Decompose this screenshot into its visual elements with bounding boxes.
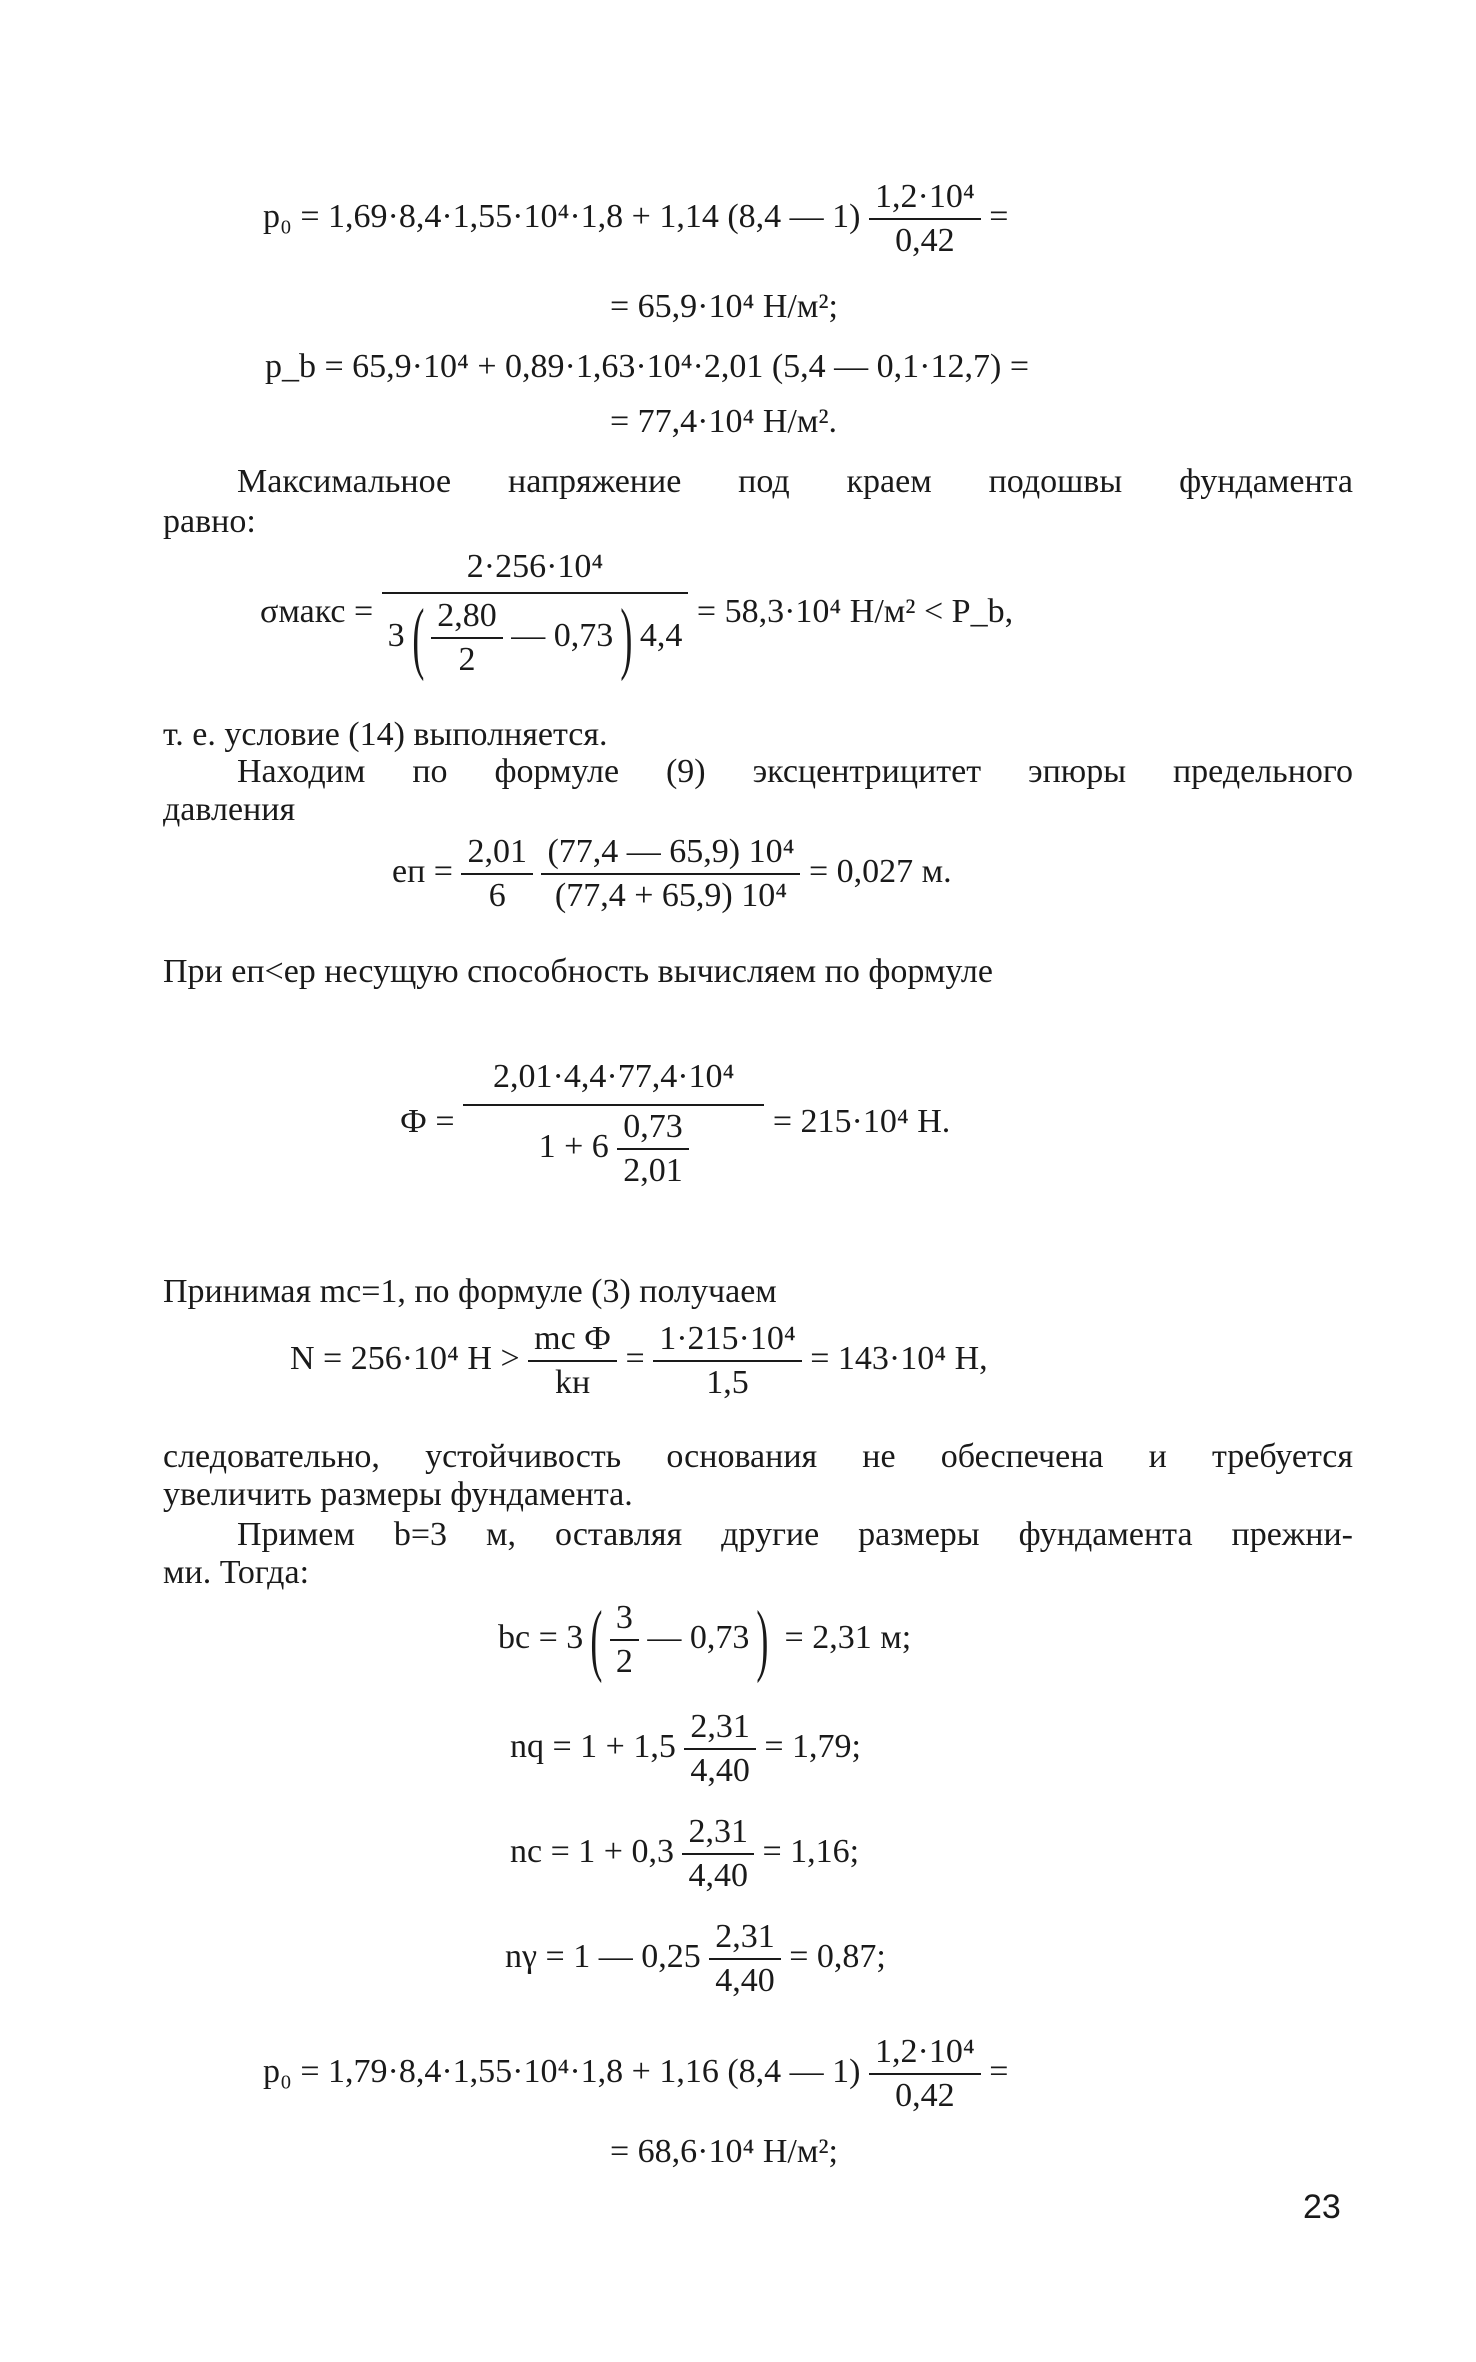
- sigma-label: σмакс =: [260, 592, 374, 630]
- fraction: [684, 1710, 756, 1788]
- fraction-denominator: 6: [488, 877, 506, 914]
- equation-nc: [510, 1815, 859, 1893]
- paragraph-line: Находим по формуле (9) эксцентрицитет эпюры предельного: [237, 753, 1353, 790]
- fraction-denominator: kн: [554, 1364, 591, 1401]
- paragraph-line: равно:: [163, 503, 256, 540]
- fraction-numerator: 0,73: [617, 1110, 689, 1150]
- fraction-numerator: 1,2·10⁴: [869, 180, 981, 220]
- right-parenthesis: ): [620, 594, 633, 682]
- paragraph-line: увеличить размеры фундамента.: [163, 1476, 633, 1513]
- bc-term: — 0,73: [647, 1618, 750, 1656]
- fraction-numerator: 1,2·10⁴: [869, 2035, 981, 2075]
- nq-result: = 1,79;: [764, 1727, 861, 1765]
- equation-bc: [498, 1596, 912, 1684]
- fraction-denominator: 2,01: [623, 1152, 683, 1189]
- equation-phi: [400, 1060, 950, 1188]
- fraction-numerator: 2,01·4,4·77,4·10⁴: [463, 1060, 764, 1106]
- fraction: [528, 1322, 617, 1400]
- nc-label: nс = 1 + 0,3: [510, 1832, 674, 1870]
- fraction-numerator: 2·256·10⁴: [382, 550, 689, 594]
- sigma-denominator-tail: 4,4: [639, 616, 683, 654]
- paragraph-line: следовательно, устойчивость основания не обеспечена и требуется: [163, 1438, 1353, 1475]
- bc-result: = 2,31 м;: [784, 1618, 912, 1656]
- paragraph-line: ми. Тогда:: [163, 1554, 310, 1591]
- equation-nq: [510, 1710, 861, 1788]
- fraction-numerator: (77,4 — 65,9) 10⁴: [541, 835, 800, 875]
- fraction: [382, 548, 689, 682]
- equation-p0-first-result: = 65,9·10⁴ Н/м²;: [610, 288, 839, 325]
- fraction: [610, 1601, 639, 1679]
- ngamma-result: = 0,87;: [789, 1937, 886, 1975]
- fraction-denominator: 4,40: [690, 1752, 750, 1789]
- sigma-denominator-term: — 0,73: [511, 616, 614, 654]
- left-parenthesis: (: [411, 594, 424, 682]
- left-parenthesis: (: [590, 1596, 603, 1684]
- fraction-numerator: 1·215·10⁴: [653, 1322, 802, 1362]
- equation-ngamma: [505, 1920, 886, 1998]
- equation-pb-result: = 77,4·10⁴ Н/м².: [610, 403, 838, 440]
- equation-n: [290, 1322, 988, 1400]
- paragraph-line: т. е. условие (14) выполняется.: [163, 716, 608, 753]
- fraction: [431, 599, 503, 677]
- fraction: [463, 1060, 764, 1188]
- fraction-denominator: 1,5: [706, 1364, 749, 1401]
- fraction-denominator: 4,40: [715, 1962, 775, 1999]
- equation-p0-second-result: = 68,6·10⁴ Н/м²;: [610, 2133, 839, 2170]
- ep-label: eп =: [392, 852, 453, 890]
- equation-eccentricity: [392, 835, 952, 913]
- fraction-denominator: 2: [615, 1643, 633, 1680]
- fraction: [653, 1322, 802, 1400]
- paragraph-line: Примем b=3 м, оставляя другие размеры фундамента прежни-: [237, 1516, 1353, 1553]
- bc-label: bс = 3: [498, 1618, 584, 1656]
- sigma-result: = 58,3·10⁴ Н/м² < P_b,: [696, 592, 1014, 630]
- fraction-denominator: 0,42: [895, 222, 955, 259]
- equation-p0-second: [263, 2035, 1008, 2113]
- fraction-numerator: mс Ф: [528, 1322, 617, 1362]
- fraction-denominator: 2: [458, 641, 476, 678]
- fraction-numerator: 2,01: [461, 835, 533, 875]
- ep-result: = 0,027 м.: [808, 852, 952, 890]
- fraction-denominator: [382, 594, 689, 682]
- fraction-numerator: 2,31: [684, 1710, 756, 1750]
- fraction: [869, 180, 981, 258]
- paragraph-line: давления: [163, 791, 296, 828]
- fraction-numerator: 2,80: [431, 599, 503, 639]
- paragraph-line: Максимальное напряжение под краем подошвы фундамента: [237, 463, 1353, 500]
- phi-result: = 215·10⁴ Н.: [772, 1102, 951, 1140]
- fraction-denominator: 0,42: [895, 2077, 955, 2114]
- equation-sigma-max: [260, 548, 1014, 682]
- fraction-numerator: 3: [610, 1601, 639, 1641]
- ngamma-label: nγ = 1 — 0,25: [505, 1937, 701, 1975]
- fraction: [617, 1110, 689, 1188]
- fraction-denominator: (77,4 + 65,9) 10⁴: [554, 877, 788, 914]
- equals-sign: =: [989, 197, 1009, 235]
- equation-pb: p_b = 65,9·10⁴ + 0,89·1,63·10⁴·2,01 (5,4 — 0,1·12,7) =: [265, 348, 1029, 385]
- equation-p0-second-lhs: p₀ = 1,79·8,4·1,55·10⁴·1,8 + 1,16 (8,4 — 1): [263, 2052, 861, 2090]
- fraction: [461, 835, 533, 913]
- fraction-denominator: 4,40: [688, 1857, 748, 1894]
- equation-p0-first: [263, 180, 1008, 258]
- n-label: N = 256·10⁴ Н >: [290, 1339, 520, 1377]
- fraction: [869, 2035, 981, 2113]
- n-result: = 143·10⁴ Н,: [810, 1339, 988, 1377]
- equation-p0-first-lhs: p₀ = 1,69·8,4·1,55·10⁴·1,8 + 1,14 (8,4 — 1): [263, 197, 861, 235]
- fraction-numerator: 2,31: [682, 1815, 754, 1855]
- equals-sign: =: [625, 1339, 645, 1377]
- phi-label: Ф =: [400, 1102, 455, 1140]
- fraction-denominator: [463, 1106, 764, 1188]
- nq-label: nq = 1 + 1,5: [510, 1727, 676, 1765]
- paragraph-line: Принимая mс=1, по формуле (3) получаем: [163, 1273, 777, 1310]
- page-number: 23: [1303, 2188, 1341, 2226]
- fraction: [682, 1815, 754, 1893]
- sigma-denominator-coef: 3: [387, 616, 405, 654]
- right-parenthesis: ): [756, 1596, 769, 1684]
- equals-sign: =: [989, 2052, 1009, 2090]
- fraction: [541, 835, 800, 913]
- fraction-numerator: 2,31: [709, 1920, 781, 1960]
- paragraph-line: При eп<eр несущую способность вычисляем по формуле: [163, 953, 993, 990]
- fraction: [709, 1920, 781, 1998]
- nc-result: = 1,16;: [762, 1832, 860, 1870]
- phi-denominator-term: 1 + 6: [538, 1127, 609, 1165]
